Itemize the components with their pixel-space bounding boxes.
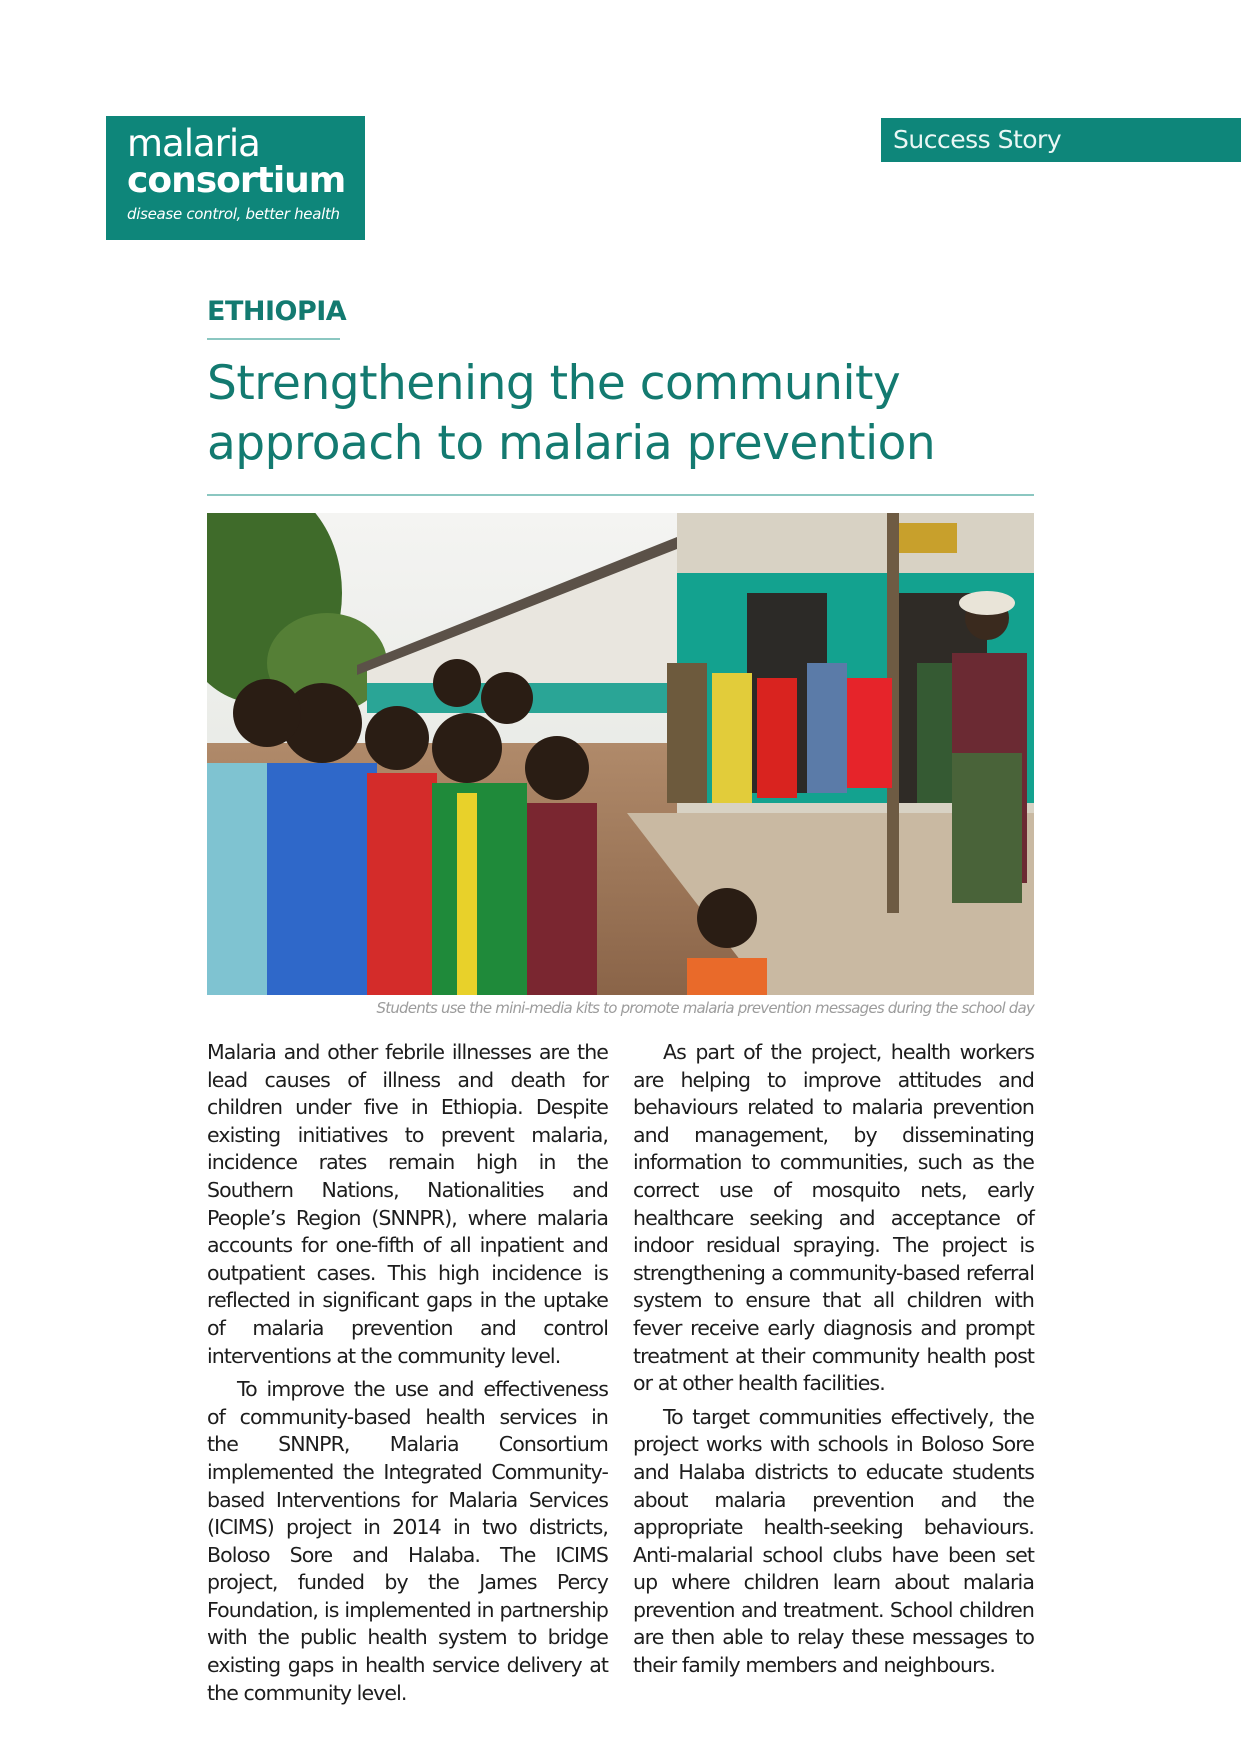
body-paragraph: To improve the use and effectiveness of community-based health services in the SNNPR, Malaria Consortium implemented the Integrated Community-based Interventions for Malaria Services (ICIMS) project in 2014 in two districts, Boloso Sore and Halaba. The ICIMS project, funded by the James Percy Foundation, is implemented in partnership with the public health system to bridge existing gaps in health service delivery at the community level. bbox=[207, 1377, 608, 1705]
country-underline bbox=[207, 338, 340, 340]
page-title: Strengthening the community approach to malaria prevention bbox=[207, 356, 936, 471]
success-story-badge: Success Story bbox=[881, 118, 1241, 162]
logo-tagline: disease control, better health bbox=[127, 205, 340, 223]
students-photo bbox=[207, 513, 1034, 995]
logo-wordmark-malaria: malaria bbox=[127, 122, 260, 165]
body-paragraph: Malaria and other febrile illnesses are the lead causes of illness and death for children under five in Ethiopia. Despite existing initiatives to prevent malaria, incidence rates remain high in the Southern Nations, Nationalities and People’s Region (SNNPR), where malaria accounts for one-fifth of all inpatient and outpatient cases. This high incidence is reflected in significant gaps in the uptake of malaria prevention and control interventions at the community level. bbox=[207, 1040, 608, 1368]
photo-caption: Students use the mini-media kits to promote malaria prevention messages during the school day bbox=[376, 999, 1034, 1017]
malaria-consortium-logo bbox=[106, 116, 365, 240]
body-paragraph: To target communities effectively, the project works with schools in Boloso Sore and Halaba districts to educate students about malaria prevention and the appropriate health-seeking behaviours. Anti-malarial school clubs have been set up where children learn about malaria prevention and treatment. School children are then able to relay these messages to their family members and neighbours. bbox=[633, 1404, 1034, 1678]
logo-wordmark-consortium: consortium bbox=[127, 160, 346, 201]
body-paragraph: As part of the project, health workers are helping to improve attitudes and behaviours related to malaria prevention and management, by disseminating information to communities, such as the correct use of mosquito nets, early healthcare seeking and acceptance of indoor residual spraying. The project is strengthening a community-based referral system to ensure that all children with fever receive early diagnosis and prompt treatment at their community health post or at other health facilities. bbox=[633, 1040, 1034, 1396]
body-column-right bbox=[633, 1039, 1034, 1686]
title-divider bbox=[207, 494, 1034, 496]
body-column-left bbox=[207, 1039, 608, 1713]
country-heading: ETHIOPIA bbox=[207, 296, 347, 327]
